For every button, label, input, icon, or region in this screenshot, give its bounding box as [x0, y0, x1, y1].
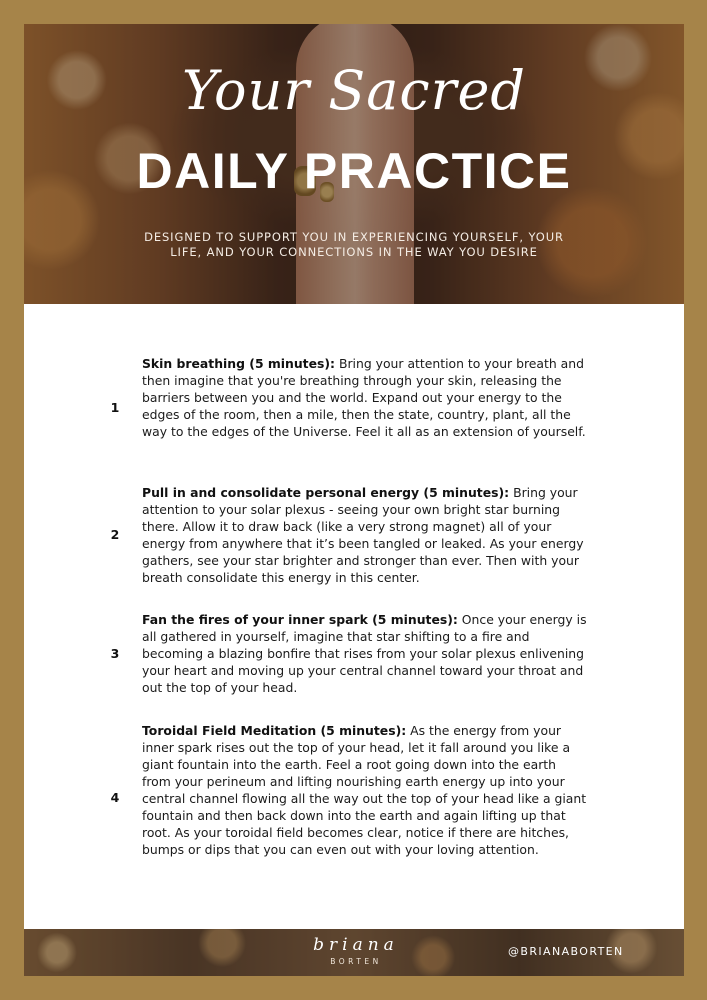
step-text [142, 355, 588, 440]
step-body: Bring your attention to your solar plexus - seeing your own bright star burning there. Allow it to draw back (like a very strong magnet) all of your energy from anywhere that it’s been tangled or leaked. As your energy gathers, see your star brighter and stronger than ever. Then with your breath consolidate this energy in this center. [142, 485, 584, 585]
step-number: 3 [110, 646, 120, 661]
page-title: DAILY PRACTICE [136, 143, 572, 199]
script-title: Your Sacred [182, 59, 526, 122]
step-text [142, 722, 588, 858]
page-frame [24, 24, 684, 976]
page-subtitle: DESIGNED TO SUPPORT YOU IN EXPERIENCING YOURSELF, YOUR LIFE, AND YOUR CONNECTIONS IN THE WAY YOU DESIRE [144, 230, 564, 259]
step-title: Toroidal Field Meditation (5 minutes): [142, 723, 407, 738]
brand-logo-name: briana [313, 935, 399, 955]
step-body: Once your energy is all gathered in yourself, imagine that star shifting to a fire and becoming a blazing bonfire that rises from your solar plexus enlivening your heart and moving up your central channel toward your throat and out the top of your head. [142, 612, 587, 695]
step-title: Pull in and consolidate personal energy (5 minutes): [142, 485, 510, 500]
header-photo [24, 24, 684, 304]
social-handle[interactable]: @BRIANABORTEN [508, 945, 624, 958]
footer-bar [24, 929, 684, 976]
step-number: 2 [110, 527, 120, 542]
step-title: Fan the fires of your inner spark (5 minutes): [142, 612, 458, 627]
step-title: Skin breathing (5 minutes): [142, 356, 336, 371]
step-number: 1 [110, 400, 120, 415]
step-body: As the energy from your inner spark rises out the top of your head, let it fall around you like a giant fountain into the earth. Feel a root going down into the earth from your perineum and lifting nourishing earth energy up into your central channel flowing all the way out the top of your head like a giant fountain and then back down into the earth and again lifting up that root. As your toroidal field becomes clear, notice if there are hitches, bumps or dips that you can even out with your loving attention. [142, 723, 587, 857]
step-text [142, 611, 588, 696]
brand-logo-surname: BORTEN [330, 957, 382, 966]
step-body: Bring your attention to your breath and then imagine that you're breathing through your skin, releasing the barriers between you and the world. Expand out your energy to the edges of the room, then a mile, then the state, country, plant, all the way to the edges of the Universe. Feel it all as an extension of yourself. [142, 356, 586, 439]
step-number: 4 [110, 790, 120, 805]
step-text [142, 484, 588, 586]
